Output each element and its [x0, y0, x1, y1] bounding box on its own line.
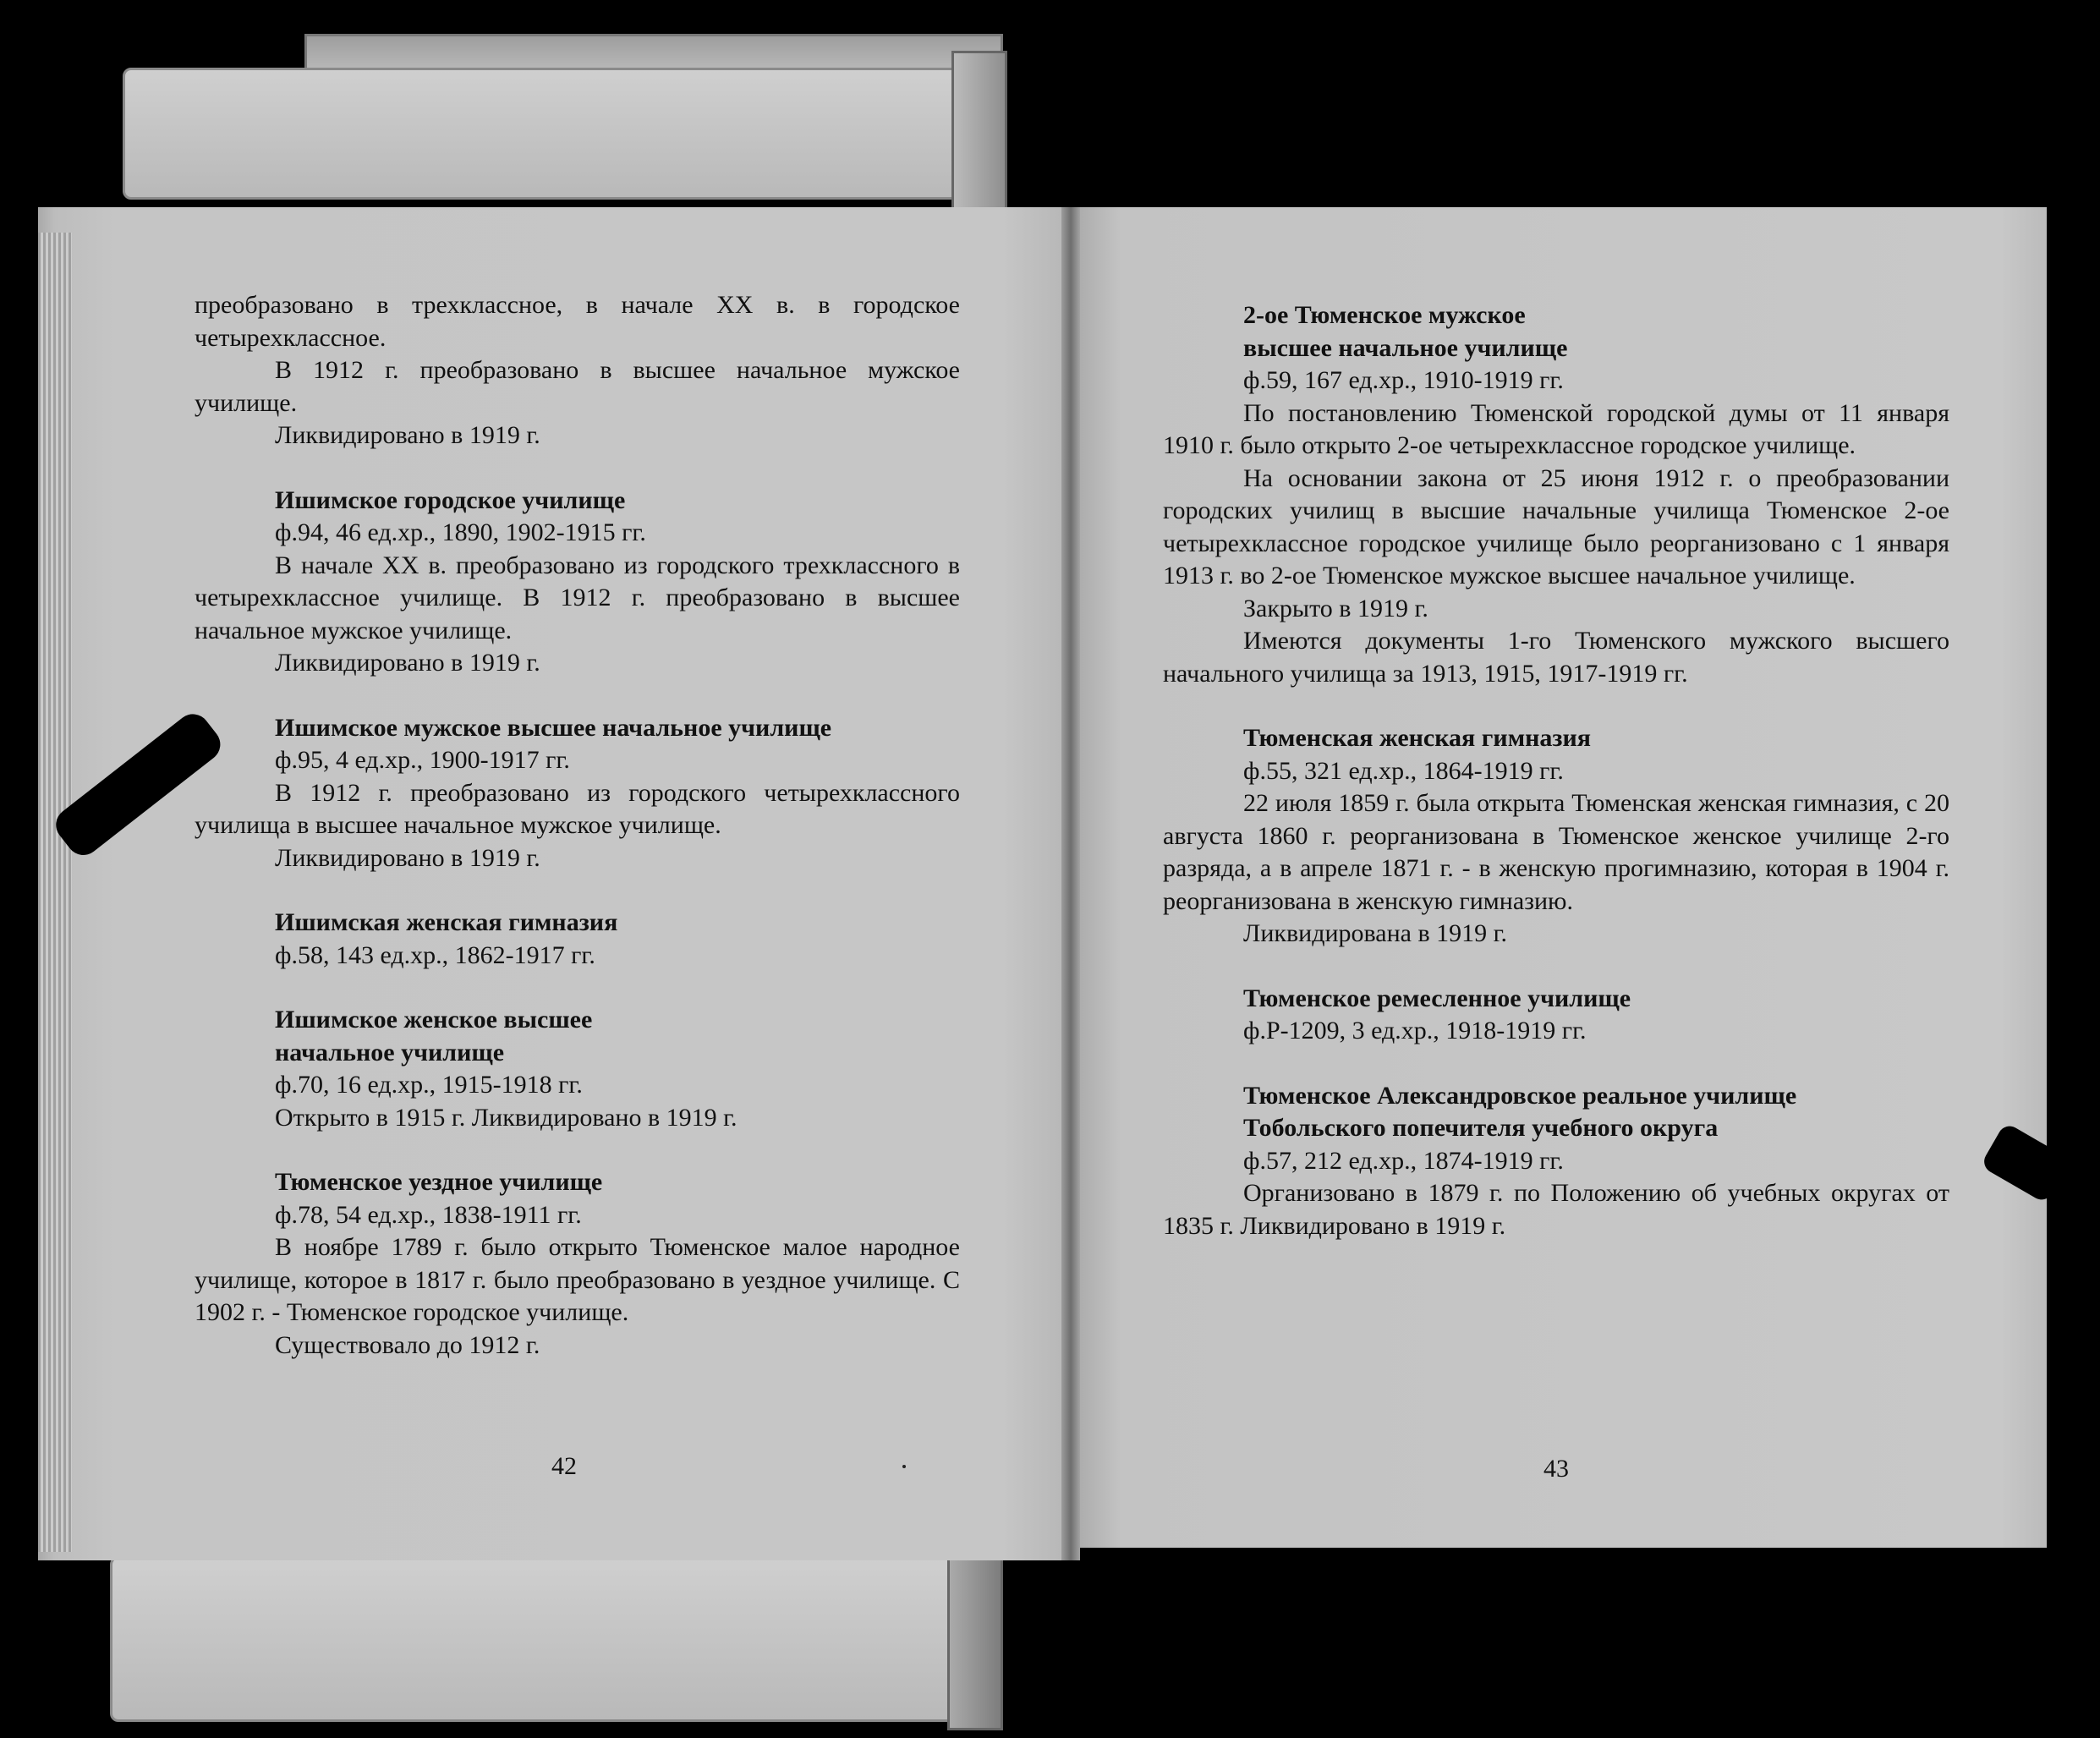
page-number-left: 42 — [551, 1452, 577, 1480]
paragraph: Закрыто в 1919 г. — [1243, 594, 1428, 622]
left-page-text — [195, 289, 960, 1362]
speck — [902, 1465, 906, 1468]
entry-meta: ф.58, 143 ед.хр., 1862-1917 гг. — [275, 940, 595, 969]
entry-meta: ф.70, 16 ед.хр., 1915-1918 гг. — [275, 1071, 583, 1099]
book-gutter — [1061, 207, 1080, 1560]
entry — [195, 1166, 960, 1362]
entry-title: Тюменское Александровское реальное училище — [1243, 1081, 1797, 1110]
entry — [1163, 722, 1949, 951]
book-stack-top-edge — [951, 51, 1007, 217]
entry-title-line2: высшее начальное училище — [1243, 333, 1568, 362]
entry — [195, 712, 960, 875]
paragraph: Ликвидировано в 1919 г. — [275, 649, 540, 677]
entry-title: Ишимское женское высшее — [275, 1006, 593, 1033]
entry-meta: ф.59, 167 ед.хр., 1910-1919 гг. — [1243, 366, 1564, 394]
paragraph: Ликвидировано в 1919 г. — [275, 421, 540, 449]
entry-title: Тюменское уездное училище — [275, 1168, 603, 1196]
entry — [195, 485, 960, 680]
entry — [195, 907, 960, 972]
entry-meta: ф.Р-1209, 3 ед.хр., 1918-1919 гг. — [1243, 1017, 1587, 1044]
entry-meta: ф.57, 212 ед.хр., 1874-1919 гг. — [1243, 1146, 1564, 1175]
entry-title: Ишимское городское училище — [275, 485, 626, 514]
entry-title: Ишимская женская гимназия — [275, 908, 618, 936]
paragraph: Открыто в 1915 г. Ликвидировано в 1919 г. — [275, 1103, 737, 1132]
right-page-text — [1163, 299, 1949, 1242]
paragraph: Организовано в 1879 г. по Положению об учебных округах от 1835 г. Ликвидировано в 1919 г. — [1163, 1179, 1949, 1240]
paragraph: В 1912 г. преобразовано из городского четырехклассного училища в высшее начальное мужское училище. — [195, 778, 960, 839]
entry-meta: ф.95, 4 ед.хр., 1900-1917 гг. — [275, 746, 570, 774]
paragraph: преобразовано в трехклассное, в начале XX в. в городское четырехклассное. — [195, 291, 960, 352]
entry-title-line2: начальное училище — [275, 1038, 505, 1066]
paragraph: Ликвидировано в 1919 г. — [275, 843, 540, 872]
page-edges — [38, 233, 72, 1552]
entry-title: Ишимское мужское высшее начальное училище — [275, 713, 832, 742]
paragraph: В 1912 г. преобразовано в высшее начальное мужское училище. — [195, 356, 960, 417]
entry-meta: ф.78, 54 ед.хр., 1838-1911 гг. — [275, 1200, 582, 1229]
entry — [1163, 983, 1949, 1048]
entry — [195, 1004, 960, 1134]
entry-title: 2-ое Тюменское мужское — [1243, 301, 1526, 329]
entry — [1163, 1080, 1949, 1243]
entry-meta: ф.55, 321 ед.хр., 1864-1919 гг. — [1243, 756, 1564, 785]
paragraph: В ноябре 1789 г. было открыто Тюменское малое народное училище, которое в 1817 г. было преобразовано в уездное училище. С 1902 г. - Тюменское городское училище. — [195, 1233, 960, 1326]
paragraph: По постановлению Тюменской городской думы от 11 января 1910 г. было открыто 2-ое четырехклассное городское училище. — [1163, 398, 1949, 459]
paragraph: В начале XX в. преобразовано из городского трехклассного в четырехклассное училище. В 1912 г. преобразовано в высшее начальное мужское училище. — [195, 551, 960, 644]
page-number-right: 43 — [1543, 1455, 1569, 1483]
paragraph: Имеются документы 1-го Тюменского мужского высшего начального училища за 1913, 1915, 1917-1919 гг. — [1163, 627, 1949, 688]
book-stack-top — [123, 68, 990, 200]
entry-title: Тюменское ремесленное училище — [1243, 984, 1631, 1012]
paragraph: На основании закона от 25 июня 1912 г. о преобразовании городских училищ в высшие начальные училища Тюменское 2-ое четырехклассное городское училище было реорганизовано с 1 января 1913 г. во 2-ое Тюменское мужское высшее начальное училище. — [1163, 463, 1949, 589]
entry — [1163, 299, 1949, 690]
intro-block — [195, 289, 960, 452]
entry-meta: ф.94, 46 ед.хр., 1890, 1902-1915 гг. — [275, 518, 646, 546]
entry-title-line2: Тобольского попечителя учебного округа — [1243, 1114, 1719, 1142]
book-stack-bottom-edge — [947, 1548, 1003, 1730]
book-stack-bottom — [110, 1556, 1003, 1722]
entry-title: Тюменская женская гимназия — [1243, 724, 1591, 752]
paragraph: Существовало до 1912 г. — [275, 1330, 540, 1359]
paragraph: 22 июля 1859 г. была открыта Тюменская женская гимназия, с 20 августа 1860 г. реорганизована в Тюменское женское училище 2-го разряда, а в апреле 1871 г. - в женскую прогимназию, которая в 1904 г. реорганизована в женскую гимназию. — [1163, 789, 1949, 915]
paragraph: Ликвидирована в 1919 г. — [1243, 919, 1508, 947]
